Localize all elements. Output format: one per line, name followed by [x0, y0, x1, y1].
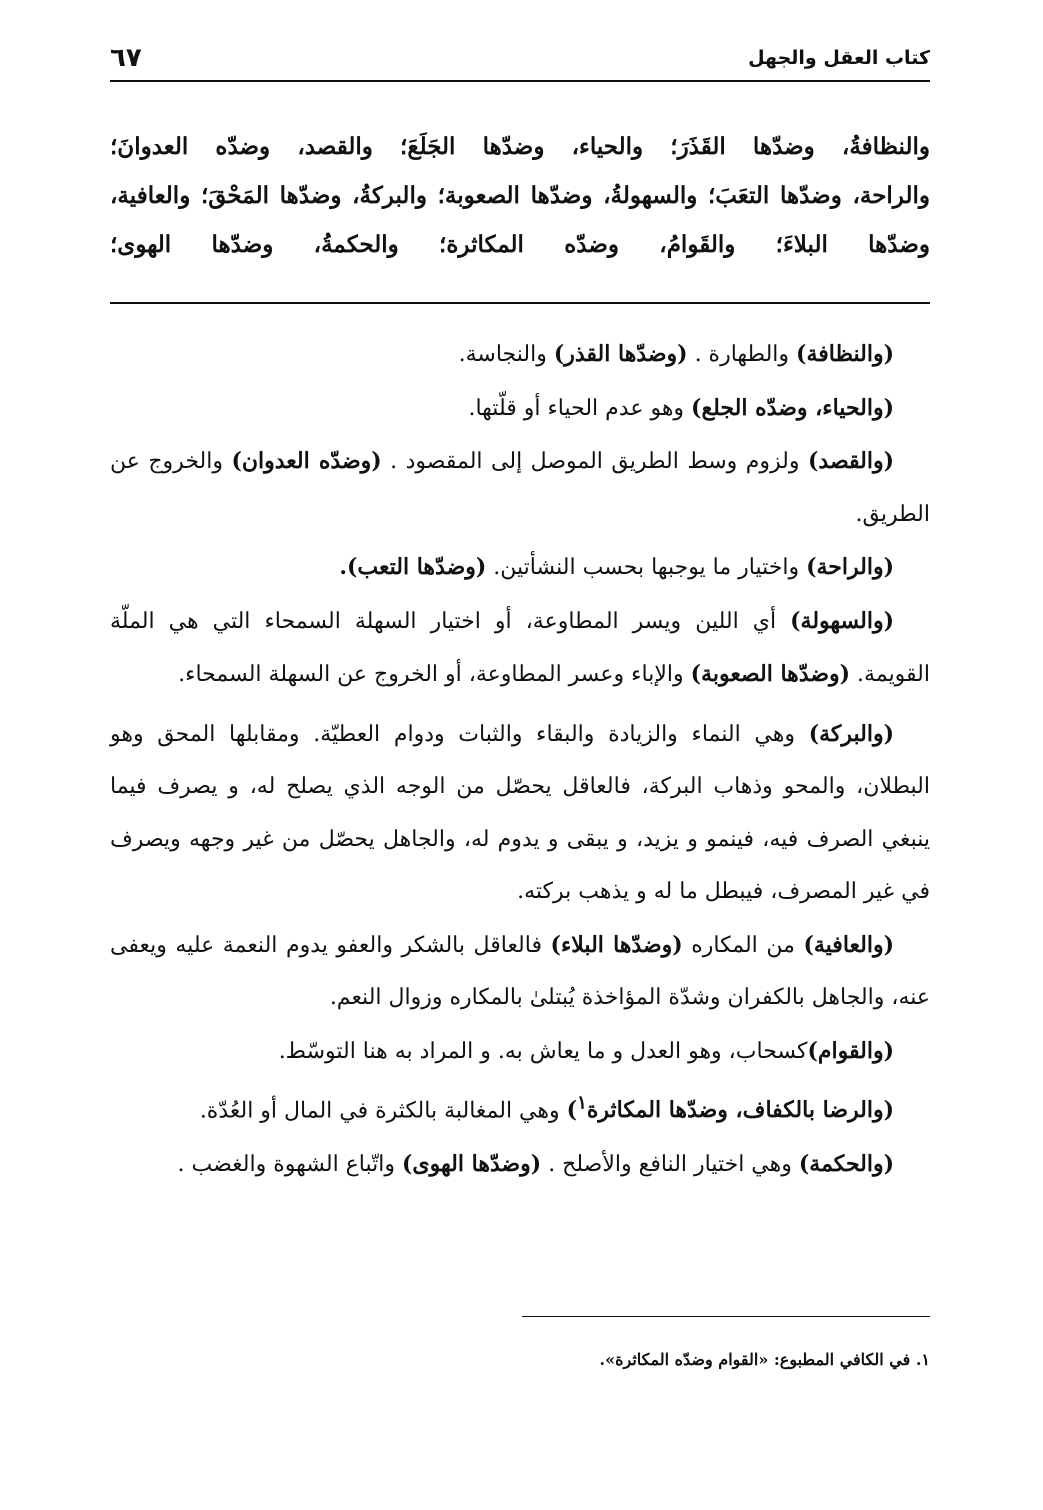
commentary-text: والخروج عن الطريق. — [110, 449, 930, 527]
commentary-term: (وضدّها البلاء) — [550, 931, 683, 958]
commentary-term: (والحياء، وضدّه الجلع) — [691, 394, 894, 421]
commentary-term: (والراحة) — [806, 554, 894, 580]
commentary-text: والنجاسة. — [458, 342, 554, 367]
commentary-paragraph — [110, 919, 930, 1025]
commentary-paragraph — [110, 1138, 930, 1192]
commentary-paragraph — [110, 435, 930, 541]
commentary-term-close: ) — [566, 1097, 578, 1124]
commentary-text: واختيار ما يوجبها بحسب النشأتين. — [486, 555, 807, 580]
commentary-term: (والبركة) — [808, 720, 894, 747]
commentary-text: والطهارة . — [687, 342, 797, 367]
commentary-term: (والقوام) — [807, 1037, 894, 1064]
main-text-line: وضدّها البلاءَ؛ والقَوامُ، وضدّه المكاثرة؛ والحكمةُ، وضدّها الهوى؛ — [110, 231, 930, 258]
commentary-paragraph — [110, 1078, 930, 1138]
commentary-term: (والنظافة) — [796, 341, 894, 367]
commentary-term: (وضدّها الصعوبة) — [690, 661, 851, 687]
commentary-text: فالعاقل بالشكر والعفو يدوم النعمة عليه ويعفى عنه، والجاهل بالكفران وشدّة المؤاخذة يُبتلىٰ بالمكاره وزوال النعم. — [110, 932, 930, 1010]
main-text-line: والراحة، وضدّها التعَبَ؛ والسهولةُ، وضدّها الصعوبة؛ والبركةُ، وضدّها المَحْقَ؛ والعافية، — [110, 182, 930, 209]
hadith-main-text — [110, 122, 930, 269]
commentary-term: (والعافية) — [803, 931, 894, 958]
commentary-term — [566, 1093, 894, 1124]
commentary-text: وهي اختيار النافع والأصلح . — [541, 1151, 799, 1177]
commentary-paragraph — [110, 1025, 930, 1079]
commentary-term: (وضدّها التعب). — [339, 554, 487, 580]
footnote-marker: ١ — [577, 1093, 587, 1114]
commentary-text: وهي النماء والزيادة والبقاء والثبات ودوام العطيّة. ومقابلها المحق وهو البطلان، والمحو وذهاب البركة، فالعاقل يحصّل من الوجه الذي يصلح له، و يصرف فيما ينبغي الصرف فيه، فينمو و يزيد، و يبقى و يدوم له، والجاهل يحصّل من غير وجهه ويصرف في غير المصرف، فيبطل ما له و يذهب بركته. — [110, 721, 930, 904]
commentary-paragraph — [110, 541, 930, 595]
commentary-text: من المكاره — [682, 932, 804, 958]
footnote: ١. في الكافي المطبوع: «القوام وضدّه المكاثرة». — [599, 1350, 930, 1369]
commentary-term: (وضدّها الهوى) — [402, 1150, 542, 1177]
commentary-term: (والقصد) — [807, 448, 894, 474]
commentary-text: وهي المغالبة بالكثرة في المال أو العُدّة. — [199, 1098, 567, 1124]
page-number: ٦٧ — [110, 43, 142, 73]
commentary-paragraph — [110, 328, 930, 382]
commentary-text: والإباء وعسر المطاوعة، أو الخروج عن السهلة السمحاء. — [178, 662, 691, 687]
commentary-paragraph — [110, 595, 930, 702]
commentary-text: وهو عدم الحياء أو قلّتها. — [468, 395, 692, 421]
commentary-paragraph — [110, 382, 930, 436]
commentary-paragraph — [110, 708, 930, 919]
commentary-text: كسحاب، وهو العدل و ما يعاش به. و المراد به هنا التوسّط. — [278, 1038, 808, 1064]
section-divider — [110, 302, 930, 304]
commentary-term: (والحكمة) — [798, 1150, 894, 1177]
commentary-text: ولزوم وسط الطريق الموصل إلى المقصود . — [381, 449, 808, 474]
commentary-text: واتّباع الشهوة والغضب . — [177, 1151, 403, 1177]
footnote-rule — [522, 1316, 930, 1317]
running-title: كتاب العقل والجهل — [748, 47, 930, 69]
commentary-term: (والسهولة) — [790, 607, 894, 634]
commentary-term: (وضدّه العدوان) — [231, 448, 382, 474]
commentary-term-text: (والرضا بالكفاف، وضدّها المكاثرة — [586, 1097, 894, 1124]
commentary-text: أي اللين ويسر المطاوعة، أو اختيار السهلة السمحاء التي هي الملّة القويمة. — [110, 608, 930, 687]
commentary-term: (وضدّها القذر) — [553, 341, 688, 367]
header-rule — [110, 80, 930, 82]
page-header — [110, 38, 930, 78]
commentary — [110, 328, 930, 1191]
main-text-line: والنظافةُ، وضدّها القَذَرَ؛ والحياء، وضدّها الجَلَعَ؛ والقصد، وضدّه العدوانَ؛ — [110, 133, 930, 160]
